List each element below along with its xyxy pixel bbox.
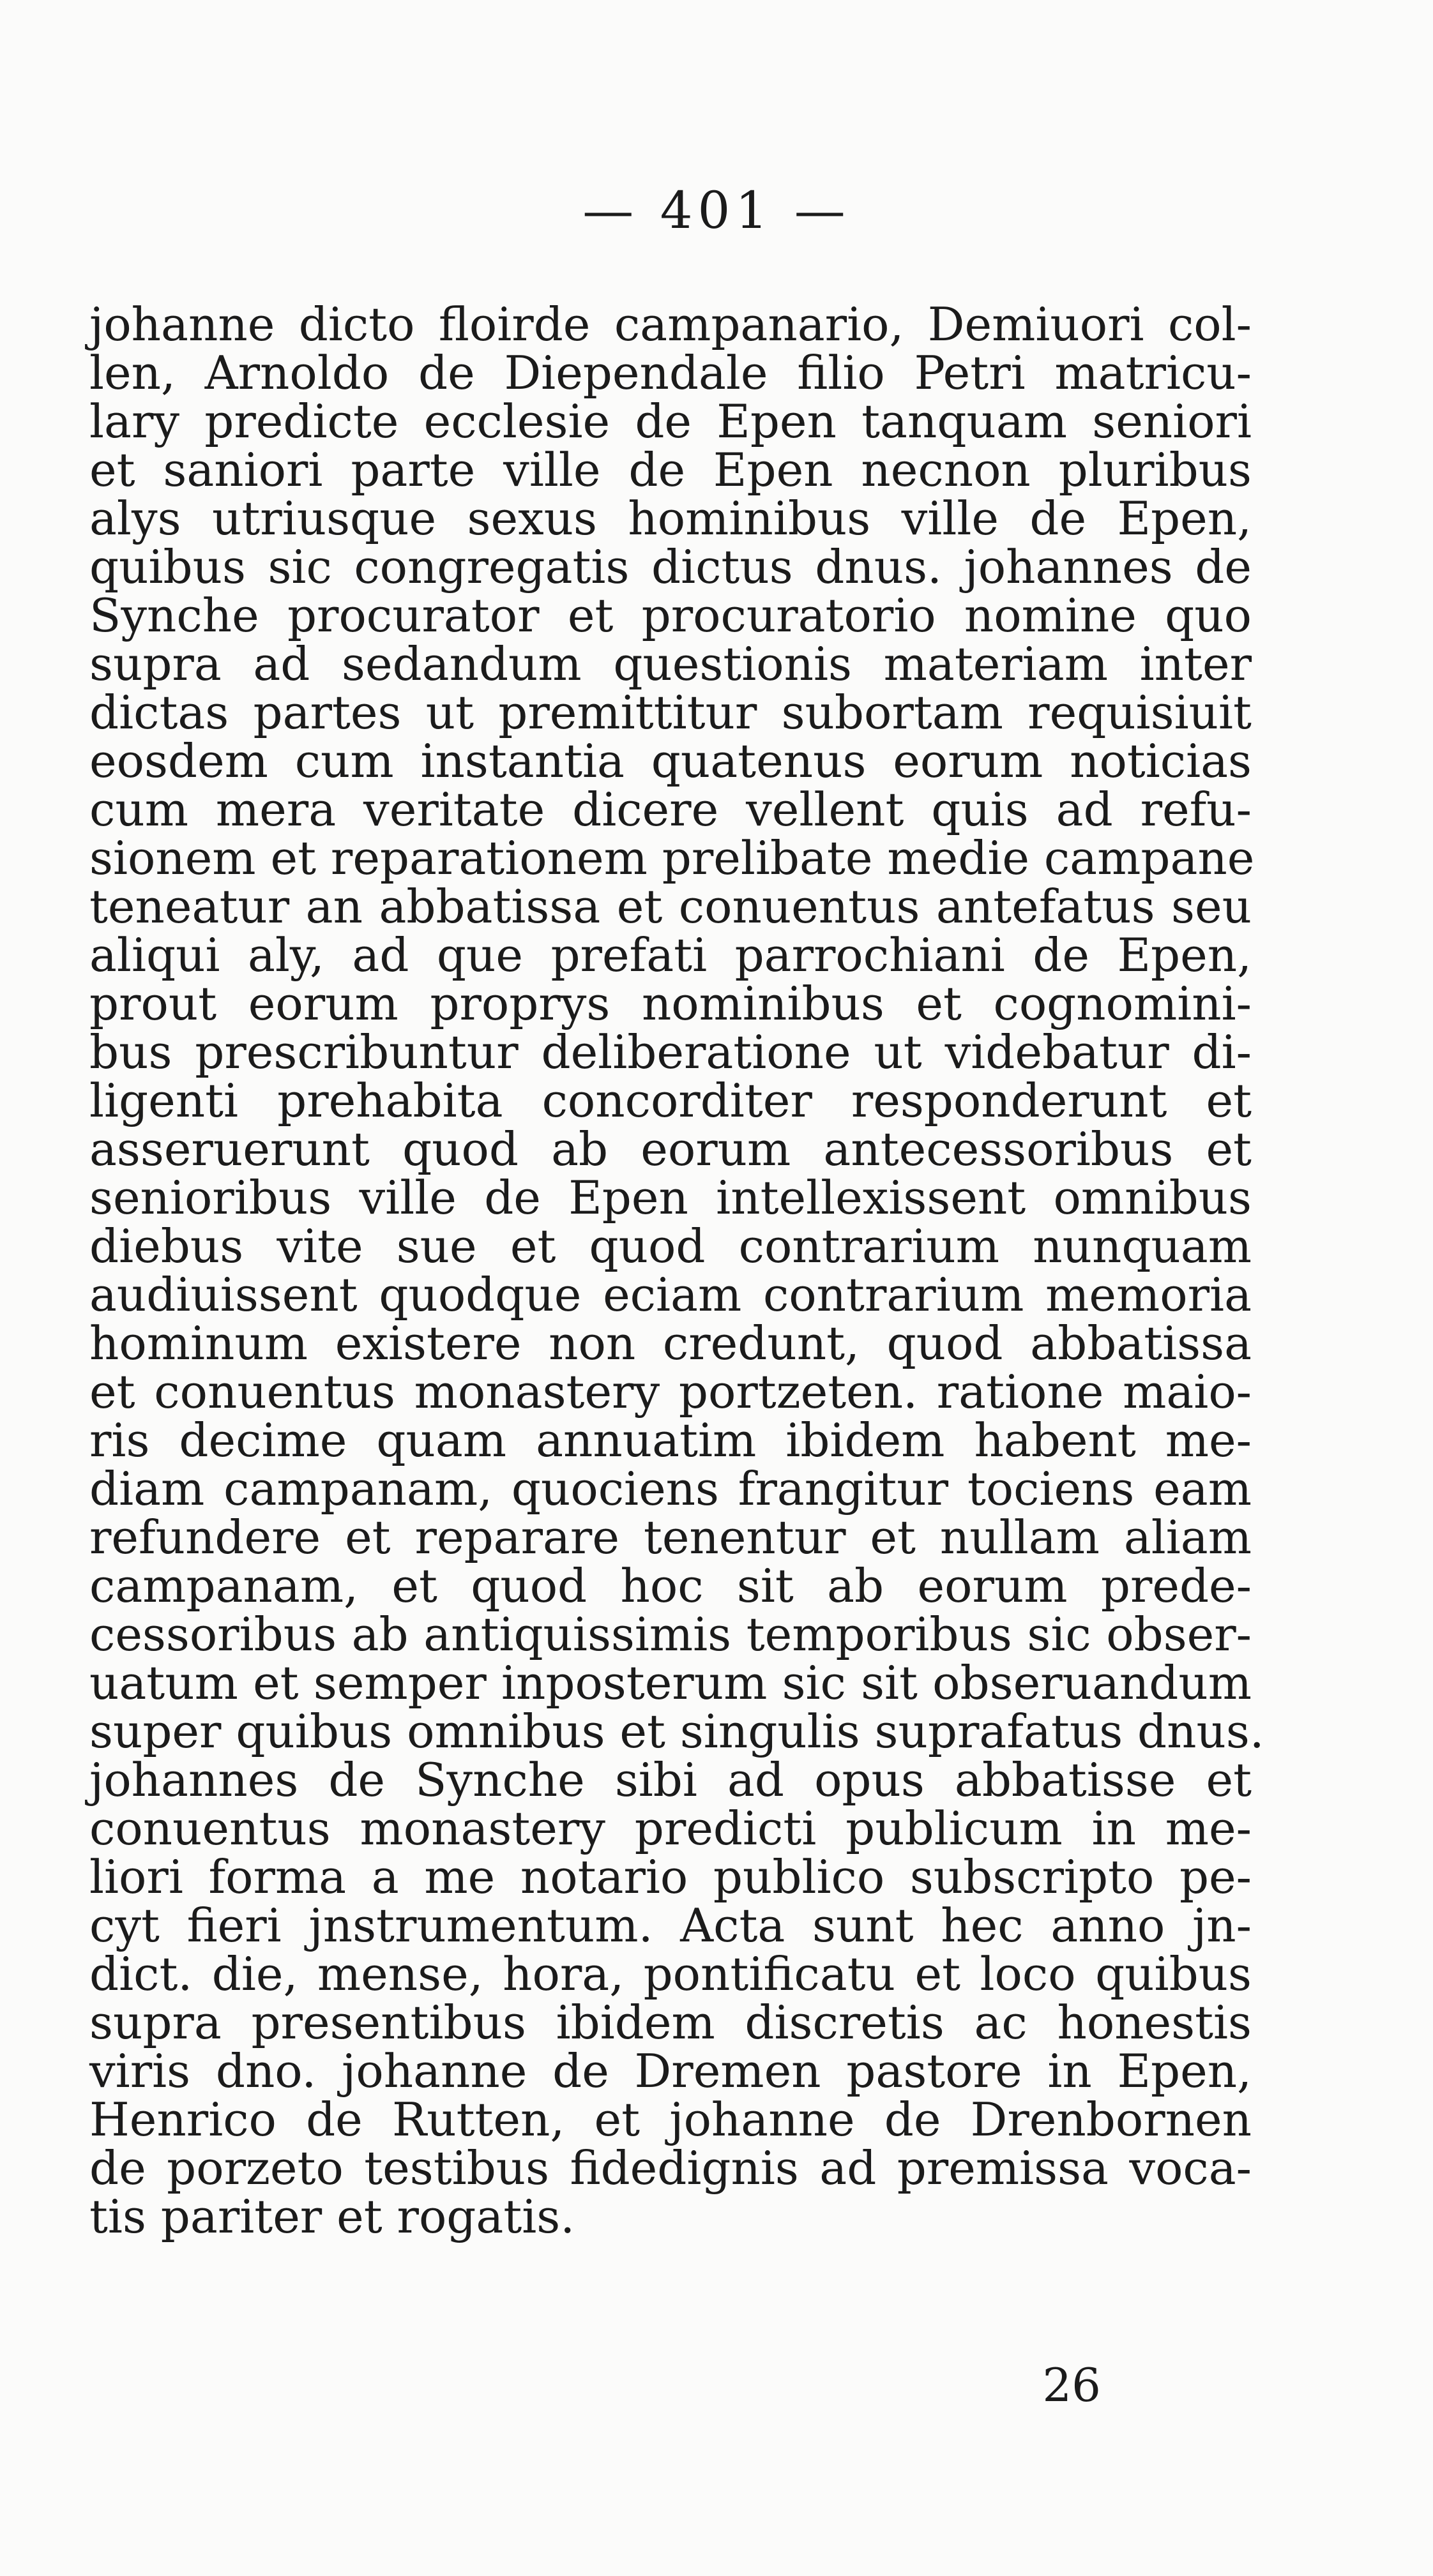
text-line: johannes de Synche sibi ad opus abbatisse et (89, 1753, 1252, 1807)
text-line: senioribus ville de Epen intellexissent omnibus (89, 1171, 1252, 1224)
text-line: quibus sic congregatis dictus dnus. johannes de (89, 540, 1252, 594)
text-line: liori forma a me notario publico subscripto pe- (89, 1850, 1252, 1904)
text-line: conuentus monastery predicti publicum in me- (89, 1802, 1252, 1855)
text-line: diam campanam, quociens frangitur tociens eam (89, 1462, 1252, 1516)
text-line: len, Arnoldo de Diependale filio Petri matricu- (89, 346, 1252, 400)
text-line: sionem et reparationem prelibate medie campane (89, 831, 1255, 885)
text-line: refundere et reparare tenentur et nullam aliam (89, 1510, 1252, 1564)
text-line: tis pariter et rogatis. (89, 2190, 575, 2243)
page-number: — 401 — (582, 181, 851, 240)
text-line: Henrico de Rutten, et johanne de Drenbornen (89, 2093, 1252, 2146)
text-line: de porzeto testibus fidedignis ad premissa voca- (89, 2141, 1252, 2195)
text-line: ligenti prehabita concorditer responderunt et (89, 1074, 1252, 1127)
text-line: diebus vite sue et quod contrarium nunquam (89, 1219, 1252, 1273)
text-line: campanam, et quod hoc sit ab eorum prede- (89, 1559, 1252, 1613)
text-line: cessoribus ab antiquissimis temporibus sic obser- (89, 1608, 1252, 1661)
text-line: eosdem cum instantia quatenus eorum noticias (89, 734, 1252, 788)
text-line: bus prescribuntur deliberatione ut videbatur di- (89, 1025, 1252, 1079)
text-line: teneatur an abbatissa et conuentus antefatus seu (89, 880, 1252, 933)
signature-mark: 26 (1042, 2358, 1101, 2412)
text-line: prout eorum proprys nominibus et cognomini- (89, 977, 1252, 1030)
text-line: et saniori parte ville de Epen necnon pluribus (89, 443, 1252, 497)
text-line: audiuissent quodque eciam contrarium memoria (89, 1268, 1252, 1322)
text-line: aliqui aly, ad que prefati parrochiani de Epen, (89, 928, 1252, 982)
text-line: alys utriusque sexus hominibus ville de Epen, (89, 492, 1252, 545)
text-line: lary predicte ecclesie de Epen tanquam seniori (89, 395, 1252, 448)
text-line: cyt fieri jnstrumentum. Acta sunt hec anno jn- (89, 1899, 1252, 1952)
text-line: dictas partes ut premittitur subortam requisiuit (89, 686, 1252, 739)
text-line: johanne dicto floirde campanario, Demiuori col- (89, 298, 1252, 351)
text-line: super quibus omnibus et singulis suprafatus dnus. (89, 1705, 1264, 1758)
text-line: ris decime quam annuatim ibidem habent me- (89, 1413, 1252, 1467)
text-line: cum mera veritate dicere vellent quis ad refu- (89, 783, 1252, 836)
text-line: uatum et semper inposterum sic sit obseruandum (89, 1656, 1252, 1710)
text-line: supra ad sedandum questionis materiam inter (89, 637, 1252, 691)
body-text (89, 298, 1264, 2243)
text-line: et conuentus monastery portzeten. ratione maio- (89, 1365, 1252, 1419)
text-line: dict. die, mense, hora, pontificatu et loco quibus (89, 1947, 1252, 2001)
text-line: supra presentibus ibidem discretis ac honestis (89, 1996, 1252, 2049)
text-line: Synche procurator et procuratorio nomine quo (89, 589, 1252, 642)
text-line: viris dno. johanne de Dremen pastore in Epen, (89, 2044, 1252, 2098)
text-line: hominum existere non credunt, quod abbatissa (89, 1316, 1252, 1370)
text-line: asseruerunt quod ab eorum antecessoribus et (89, 1122, 1252, 1176)
